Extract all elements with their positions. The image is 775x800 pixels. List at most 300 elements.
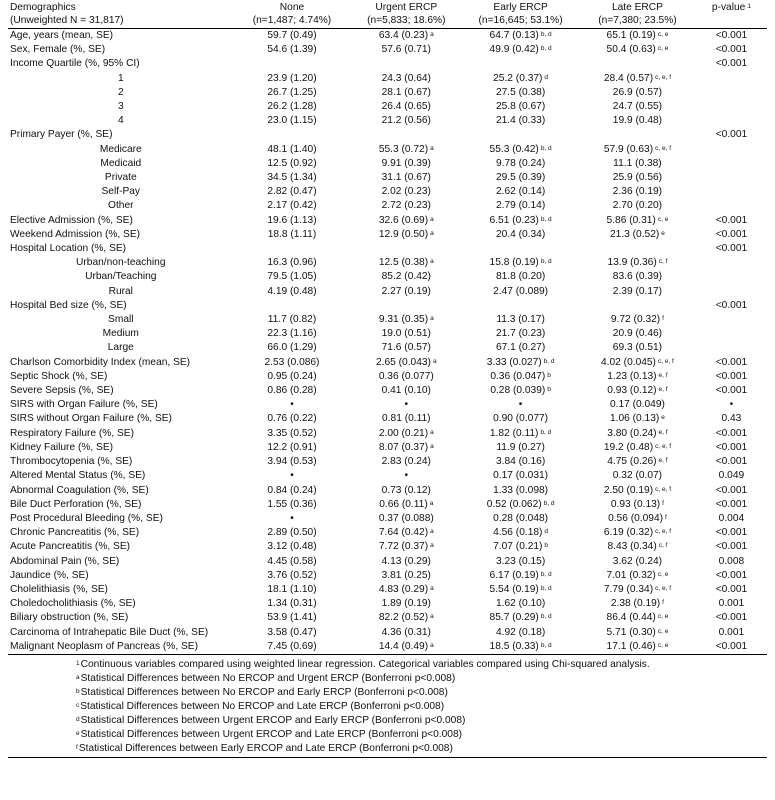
cell-estimate: 0.32 (0.07)	[612, 470, 663, 482]
cell-value	[350, 597, 462, 611]
cell-pvalue: <0.001	[696, 640, 767, 655]
cell-value	[462, 583, 579, 597]
cell-estimate: 23.0 (1.15)	[267, 115, 317, 127]
cell-value	[350, 469, 462, 483]
cell-value	[350, 512, 462, 526]
cell-pvalue	[696, 86, 767, 100]
row-label: Large	[107, 342, 134, 354]
significance-mark: c, e, f	[655, 442, 672, 450]
cell-value	[234, 484, 351, 498]
cell-estimate: 3.76 (0.52)	[267, 569, 317, 581]
table-row	[8, 370, 767, 384]
cell-estimate: 2.79 (0.14)	[495, 200, 546, 212]
cell-estimate: 13.9 (0.36)	[607, 257, 657, 269]
table-row	[8, 626, 767, 640]
cell-estimate: 3.35 (0.52)	[267, 427, 317, 439]
table-row	[8, 341, 767, 355]
cell-value	[579, 143, 696, 157]
cell-value	[234, 341, 351, 355]
cell-estimate: 26.2 (1.28)	[267, 101, 317, 113]
cell-estimate: 2.50 (0.19)	[603, 484, 654, 496]
significance-mark: e, f	[658, 457, 668, 465]
cell-estimate: 1.82 (0.11)	[489, 427, 539, 439]
cell-estimate: 32.6 (0.69)	[378, 214, 429, 226]
cell-value	[462, 384, 579, 398]
cell-value	[234, 285, 351, 299]
group-n: (n=5,833; 18.6%)	[367, 15, 446, 26]
row-label: Thrombocytopenia (%, SE)	[10, 456, 133, 468]
cell-value	[234, 185, 351, 199]
cell-estimate: 2.89 (0.50)	[267, 527, 317, 539]
significance-mark: b	[544, 542, 549, 550]
cell-estimate: 2.02 (0.23)	[381, 186, 431, 198]
cell-estimate: 2.53 (0.086)	[264, 356, 320, 368]
cell-estimate: 0.81 (0.11)	[382, 413, 431, 425]
cell-estimate: 0.93 (0.12)	[607, 385, 657, 397]
cell-estimate: 2.00 (0.21)	[378, 427, 429, 439]
cell-pvalue	[696, 313, 767, 327]
cell-value	[350, 455, 462, 469]
significance-mark: b, d	[540, 613, 552, 621]
cell-value	[350, 540, 462, 554]
table-row	[8, 114, 767, 128]
cell-value	[350, 214, 462, 228]
cell-value	[579, 626, 696, 640]
cell-value	[579, 569, 696, 583]
cell-estimate: 12.5 (0.92)	[267, 157, 317, 169]
row-label: Biliary obstruction (%, SE)	[10, 612, 129, 624]
cell-value	[462, 285, 579, 299]
cell-estimate: 31.1 (0.67)	[381, 172, 431, 184]
cell-value	[350, 171, 462, 185]
cell-estimate: 2.70 (0.20)	[612, 200, 663, 212]
row-label: Respiratory Failure (%, SE)	[10, 427, 134, 439]
cell-estimate: 1.06 (0.13)	[609, 413, 660, 425]
cell-value	[579, 370, 696, 384]
cell-estimate: 69.3 (0.51)	[612, 342, 663, 354]
table-row	[8, 256, 767, 270]
cell-estimate: 4.45 (0.58)	[267, 555, 317, 567]
cell-value	[462, 270, 579, 284]
table-row	[8, 555, 767, 569]
cell-value	[234, 583, 351, 597]
cell-value	[462, 43, 579, 57]
cell-estimate: 11.7 (0.82)	[267, 314, 317, 326]
cell-pvalue: <0.001	[715, 58, 748, 70]
cell-estimate: 3.62 (0.24)	[612, 555, 663, 567]
row-label: 1	[117, 72, 124, 84]
cell-pvalue: <0.001	[715, 214, 748, 226]
cell-value	[462, 100, 579, 114]
cell-pvalue: <0.001	[715, 427, 748, 439]
cell-estimate: 53.9 (1.41)	[267, 612, 317, 624]
footnote-text: Statistical Differences between Urgent ERCOP and Late ERCP (Bonferroni p<0.008)	[80, 728, 463, 740]
cell-estimate: 2.39 (0.17)	[612, 285, 663, 297]
cell-value	[579, 171, 696, 185]
cell-value	[350, 441, 462, 455]
cell-estimate: 3.80 (0.24)	[607, 427, 657, 439]
cell-value	[350, 626, 462, 640]
cell-estimate: 79.5 (1.05)	[267, 271, 317, 283]
cell-value	[234, 313, 351, 327]
cell-estimate: 4.13 (0.29)	[381, 555, 431, 567]
cell-estimate: 19.2 (0.48)	[603, 441, 654, 453]
cell-estimate: 3.84 (0.16)	[495, 456, 546, 468]
cell-estimate: 6.51 (0.23)	[489, 214, 539, 226]
cell-value	[579, 72, 696, 86]
table-row	[8, 356, 767, 370]
cell-estimate: 9.78 (0.24)	[495, 157, 546, 169]
significance-mark: b, d	[543, 357, 555, 365]
cell-value	[579, 157, 696, 171]
cell-pvalue	[696, 285, 767, 299]
cell-value	[350, 398, 462, 412]
cell-pvalue: <0.001	[715, 484, 748, 496]
cell-value	[350, 640, 462, 655]
cell-estimate: 2.82 (0.47)	[267, 186, 317, 198]
row-label: Medicare	[99, 143, 142, 155]
significance-mark: a	[430, 584, 434, 592]
table-row	[8, 270, 767, 284]
footnote-text: Statistical Differences between No ERCOP and Late ERCP (Bonferroni p<0.008)	[80, 700, 445, 712]
row-label: Medium	[102, 328, 139, 340]
cell-estimate: 7.07 (0.21)	[493, 541, 543, 553]
row-label: Kidney Failure (%, SE)	[10, 441, 114, 453]
row-label: Malignant Neoplasm of Pancreas (%, SE)	[8, 640, 234, 655]
footnote	[8, 672, 767, 686]
significance-mark: a	[430, 258, 434, 266]
row-label: Private	[104, 172, 137, 184]
table-row	[8, 57, 767, 71]
significance-mark: b, d	[540, 215, 552, 223]
cell-pvalue	[696, 143, 767, 157]
cell-estimate: 54.6 (1.39)	[267, 44, 317, 56]
significance-mark: d	[544, 73, 549, 81]
cell-value	[234, 526, 351, 540]
cell-value	[579, 484, 696, 498]
cell-pvalue: •	[729, 399, 734, 411]
cell-estimate: 59.7 (0.49)	[267, 30, 317, 41]
table-row	[8, 100, 767, 114]
row-label: Weekend Admission (%, SE)	[10, 228, 141, 240]
table-row	[8, 242, 767, 256]
cell-estimate: 55.3 (0.42)	[489, 143, 539, 155]
significance-mark: e	[661, 414, 665, 422]
significance-mark: a	[430, 315, 434, 323]
table-row	[8, 526, 767, 540]
cell-estimate: 6.19 (0.32)	[603, 527, 654, 539]
cell-value	[234, 327, 351, 341]
row-label: Small	[108, 314, 134, 326]
table-row	[8, 214, 767, 228]
cell-estimate: 71.6 (0.57)	[381, 342, 431, 354]
cell-estimate: 0.66 (0.11)	[379, 498, 428, 510]
header-group-none	[234, 1, 351, 29]
cell-value	[579, 611, 696, 625]
table-row	[8, 143, 767, 157]
table-header	[8, 1, 767, 29]
footnote	[8, 714, 767, 728]
row-label: SIRS with Organ Failure (%, SE)	[10, 399, 158, 411]
cell-value	[579, 285, 696, 299]
cell-value	[462, 242, 579, 256]
cell-value	[579, 526, 696, 540]
cell-value	[234, 370, 351, 384]
significance-mark: f	[662, 599, 664, 607]
row-label: Elective Admission (%, SE)	[10, 214, 133, 226]
cell-value	[350, 228, 462, 242]
cell-value	[579, 57, 696, 71]
cell-estimate: 57.9 (0.63)	[603, 143, 654, 155]
significance-mark: b, d	[540, 428, 552, 436]
cell-value	[462, 640, 579, 655]
cell-estimate: •	[404, 470, 409, 482]
table-row	[8, 384, 767, 398]
cell-value	[234, 356, 351, 370]
cell-value	[234, 455, 351, 469]
significance-mark: b, d	[540, 45, 552, 53]
bottom-rule	[8, 757, 767, 758]
cell-value	[462, 412, 579, 426]
cell-value	[350, 427, 462, 441]
footnote	[8, 700, 767, 714]
cell-estimate: 0.36 (0.047)	[490, 370, 546, 382]
group-n: (n=16,645; 53.1%)	[478, 15, 563, 26]
cell-value	[462, 540, 579, 554]
cell-estimate: 7.64 (0.42)	[378, 527, 429, 539]
significance-mark: a	[430, 31, 434, 38]
cell-value	[234, 299, 351, 313]
cell-pvalue	[696, 157, 767, 171]
table-row	[8, 611, 767, 625]
cell-value	[579, 469, 696, 483]
cell-estimate: 34.5 (1.34)	[267, 172, 317, 184]
cell-pvalue	[696, 256, 767, 270]
table-row	[8, 313, 767, 327]
significance-mark: c, e, f	[655, 584, 672, 592]
significance-mark: a	[430, 144, 434, 152]
cell-estimate: 7.01 (0.32)	[606, 569, 656, 581]
table-row	[8, 72, 767, 86]
pvalue-label: p-value	[711, 2, 746, 13]
cell-estimate: 3.23 (0.15)	[495, 555, 546, 567]
cell-value	[234, 157, 351, 171]
cell-estimate: 9.91 (0.39)	[381, 157, 431, 169]
cell-estimate: 11.9 (0.27)	[496, 441, 545, 453]
row-label: Acute Pancreatitis (%, SE)	[10, 541, 131, 553]
table-row	[8, 299, 767, 313]
cell-estimate: 49.9 (0.42)	[489, 44, 539, 56]
cell-value	[350, 199, 462, 213]
table-row	[8, 199, 767, 213]
table-row	[8, 484, 767, 498]
cell-estimate: 28.4 (0.57)	[603, 72, 654, 84]
row-label: 4	[117, 115, 124, 127]
table-row	[8, 469, 767, 483]
cell-estimate: 48.1 (1.40)	[267, 143, 317, 155]
cell-estimate: 7.72 (0.37)	[378, 541, 429, 553]
cell-value	[234, 540, 351, 554]
significance-mark: e, f	[658, 386, 668, 394]
cell-estimate: 4.92 (0.18)	[495, 626, 546, 638]
cell-estimate: 18.8 (1.11)	[267, 228, 317, 240]
group-n: (n=1,487; 4.74%)	[252, 15, 332, 26]
row-label: 2	[117, 86, 124, 98]
table-row	[8, 569, 767, 583]
cell-value	[579, 356, 696, 370]
cell-estimate: 21.7 (0.23)	[495, 328, 546, 340]
significance-mark: b, d	[543, 499, 555, 507]
cell-estimate: 65.1 (0.19)	[606, 30, 656, 41]
cell-estimate: 0.36 (0.077)	[378, 370, 434, 382]
cell-value	[462, 143, 579, 157]
cell-value	[579, 29, 696, 44]
cell-estimate: 5.86 (0.31)	[606, 214, 656, 226]
significance-mark: b	[547, 386, 551, 394]
cell-pvalue	[696, 199, 767, 213]
footnote-text: Statistical Differences between Urgent ERCOP and Early ERCP (Bonferroni p<0.008)	[80, 714, 466, 726]
row-label: Jaundice (%, SE)	[10, 569, 89, 581]
cell-estimate: 6.17 (0.19)	[489, 569, 539, 581]
cell-pvalue	[696, 171, 767, 185]
cell-value	[350, 526, 462, 540]
cell-value	[462, 498, 579, 512]
cell-value	[462, 611, 579, 625]
cell-value	[234, 114, 351, 128]
cell-pvalue: 0.049	[718, 470, 745, 482]
cell-pvalue: <0.001	[715, 612, 748, 624]
cell-estimate: 0.17 (0.049)	[609, 399, 665, 411]
row-label: Age, years (mean, SE)	[10, 30, 114, 41]
row-label: SIRS without Organ Failure (%, SE)	[10, 413, 172, 425]
cell-pvalue: <0.001	[715, 370, 748, 382]
footnote-text: Statistical Differences between Early ERCOP and Late ERCP (Bonferroni p<0.008)	[78, 742, 453, 754]
significance-mark: c, e	[657, 613, 669, 621]
cell-value	[350, 356, 462, 370]
cell-value	[234, 171, 351, 185]
cell-estimate: 22.3 (1.16)	[267, 328, 317, 340]
cell-estimate: 27.5 (0.38)	[495, 86, 546, 98]
cell-pvalue: <0.001	[715, 527, 748, 539]
group-name: Early ERCP	[493, 2, 548, 13]
cell-value	[462, 72, 579, 86]
cell-value	[350, 256, 462, 270]
cell-estimate: 0.84 (0.24)	[267, 484, 317, 496]
cell-estimate: 3.33 (0.027)	[486, 356, 542, 368]
group-name: Urgent ERCP	[375, 2, 438, 13]
cell-value	[234, 270, 351, 284]
cell-pvalue: 0.001	[718, 626, 745, 638]
table-row	[8, 427, 767, 441]
cell-pvalue	[696, 327, 767, 341]
cell-estimate: 0.41 (0.10)	[381, 385, 431, 397]
significance-mark: b, d	[540, 584, 552, 592]
cell-pvalue	[696, 114, 767, 128]
cell-value	[350, 100, 462, 114]
cell-estimate: 28.1 (0.67)	[381, 86, 431, 98]
cell-value	[234, 43, 351, 57]
row-label: Hospital Bed size (%, SE)	[10, 299, 127, 311]
cell-estimate: 25.9 (0.56)	[612, 172, 663, 184]
cell-estimate: 25.8 (0.67)	[495, 101, 546, 113]
cell-value	[579, 555, 696, 569]
cell-estimate: 86.4 (0.44)	[606, 612, 656, 624]
cell-value	[350, 569, 462, 583]
cell-value	[234, 86, 351, 100]
cell-estimate: 2.36 (0.19)	[612, 186, 663, 198]
cell-value	[579, 228, 696, 242]
cell-value	[462, 29, 579, 44]
table-row	[8, 498, 767, 512]
cell-value	[579, 114, 696, 128]
cell-value	[350, 185, 462, 199]
cell-estimate: 21.3 (0.52)	[609, 228, 660, 240]
cell-estimate: 12.2 (0.91)	[267, 441, 317, 453]
cell-estimate: 8.43 (0.34)	[607, 541, 657, 553]
cell-estimate: 63.4 (0.23)	[378, 30, 429, 41]
cell-value	[234, 384, 351, 398]
significance-mark: a	[429, 499, 434, 507]
cell-estimate: 3.58 (0.47)	[267, 626, 317, 638]
cell-estimate: 24.7 (0.55)	[612, 101, 663, 113]
cell-estimate: 85.7 (0.29)	[489, 612, 539, 624]
cell-estimate: 4.19 (0.48)	[267, 285, 317, 297]
table-row	[8, 128, 767, 142]
cell-value	[234, 569, 351, 583]
significance-mark: b, d	[540, 144, 552, 152]
cell-value	[462, 356, 579, 370]
cell-pvalue: <0.001	[715, 583, 748, 595]
significance-mark: c, e, f	[655, 144, 672, 152]
cell-estimate: 2.65 (0.043)	[376, 356, 431, 368]
footnote	[8, 742, 767, 756]
cell-estimate: •	[290, 470, 294, 482]
group-name: None	[279, 2, 305, 13]
cell-estimate: 0.76 (0.22)	[267, 413, 317, 425]
cell-value	[350, 484, 462, 498]
footnote-mark: e	[76, 729, 80, 737]
cell-estimate: 3.94 (0.53)	[267, 456, 317, 468]
significance-mark: e, f	[658, 371, 668, 379]
cell-value	[350, 157, 462, 171]
cell-value	[350, 341, 462, 355]
cell-value	[579, 43, 696, 57]
cell-estimate: 19.0 (0.51)	[381, 328, 431, 340]
cell-value	[579, 214, 696, 228]
cell-estimate: 8.07 (0.37)	[378, 441, 429, 453]
cell-value	[234, 412, 351, 426]
cell-estimate: 14.4 (0.49)	[378, 640, 429, 652]
cell-value	[350, 86, 462, 100]
cell-value	[462, 555, 579, 569]
table-body	[8, 29, 767, 655]
cell-estimate: 23.9 (1.20)	[267, 72, 317, 84]
cell-estimate: 26.9 (0.57)	[612, 86, 663, 98]
row-label: Choledocholithiasis (%, SE)	[10, 598, 136, 610]
significance-mark: e	[661, 229, 665, 237]
cell-value	[462, 313, 579, 327]
significance-mark: c, e, f	[655, 73, 672, 81]
cell-pvalue: <0.001	[715, 243, 748, 255]
cell-value	[462, 128, 579, 142]
cell-value	[579, 540, 696, 554]
cell-estimate: 19.6 (1.13)	[267, 214, 317, 226]
cell-estimate: 11.1 (0.38)	[613, 157, 662, 169]
cell-value	[350, 43, 462, 57]
table-row	[8, 29, 767, 44]
row-label: Altered Mental Status (%, SE)	[10, 470, 146, 482]
cell-value	[579, 86, 696, 100]
